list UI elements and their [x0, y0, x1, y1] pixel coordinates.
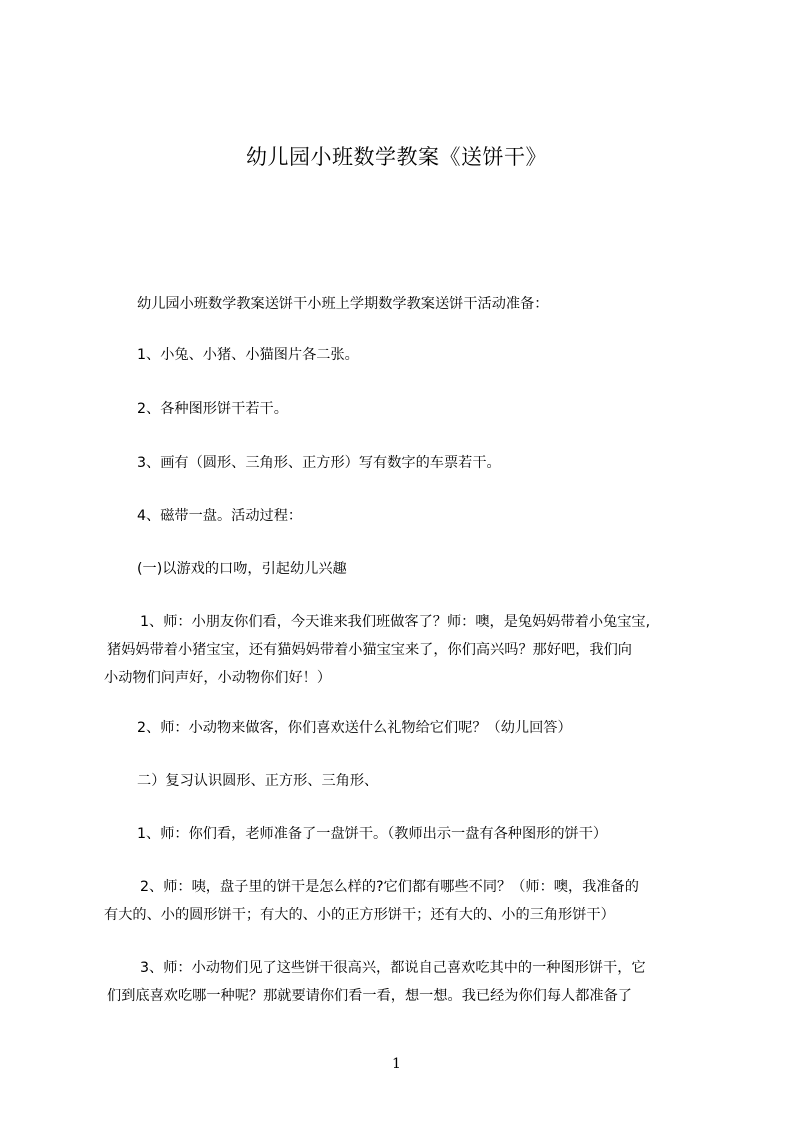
paragraph-step-1-1: [104, 608, 704, 692]
paragraph-material-1: [137, 341, 737, 369]
paragraph-material-4: [137, 502, 737, 530]
paragraph-line: 二）复习认识圆形、正方形、三角形、: [137, 773, 379, 789]
page-number: 1: [392, 1056, 401, 1072]
paragraph-line: 4、磁带一盘。活动过程：: [137, 508, 303, 524]
paragraph-material-2: [137, 395, 737, 423]
paragraph-line: 3、画有（圆形、三角形、正方形）写有数字的车票若干。: [137, 455, 501, 471]
paragraph-line: 1、师：小朋友你们看，今天谁来我们班做客了？师：噢，是兔妈妈带着小兔宝宝,: [140, 614, 651, 630]
paragraph-material-3: [137, 449, 737, 477]
paragraph-line: 1、小兔、小猪、小猫图片各二张。: [137, 347, 359, 363]
paragraph-line: 幼儿园小班数学教案送饼干小班上学期数学教案送饼干活动准备：: [137, 296, 549, 312]
paragraph-step-2-1: [137, 820, 737, 848]
paragraph-materials-intro: [137, 290, 737, 318]
paragraph-line: 3、师：小动物们见了这些饼干很高兴，都说自己喜欢吃其中的一种图形饼干，它: [140, 960, 646, 976]
paragraph-line: 1、师：你们看，老师准备了一盘饼干。（教师出示一盘有各种图形的饼干）: [137, 826, 608, 842]
paragraph-step-1-2: [137, 714, 737, 742]
paragraph-line: 们到底喜欢吃哪一种呢？那就要请你们看一看，想一想。我已经为你们每人都准备了: [107, 988, 632, 1004]
section-heading-2: [137, 767, 737, 795]
document-title: 幼儿园小班数学教案《送饼干》: [246, 145, 547, 169]
paragraph-line: 小动物们问声好，小动物你们好！）: [104, 670, 332, 686]
section-heading-1: [137, 555, 737, 583]
paragraph-line: 2、各种图形饼干若干。: [137, 401, 288, 417]
paragraph-line: 有大的、小的圆形饼干；有大的、小的正方形饼干；还有大的、小的三角形饼干）: [104, 907, 615, 923]
paragraph-line: 2、师：小动物来做客，你们喜欢送什么礼物给它们呢？（幼儿回答）: [137, 720, 572, 736]
paragraph-line: 猪妈妈带着小猪宝宝，还有猫妈妈带着小猫宝宝来了，你们高兴吗？那好吧，我们向: [107, 642, 632, 658]
paragraph-step-2-3: [104, 954, 704, 1010]
paragraph-line: (一)以游戏的口吻，引起幼儿兴趣: [137, 561, 347, 577]
paragraph-line: 2、师：咦，盘子里的饼干是怎么样的?它们都有哪些不同？（师：噢，我准备的: [140, 879, 639, 895]
paragraph-step-2-2: [104, 873, 704, 929]
